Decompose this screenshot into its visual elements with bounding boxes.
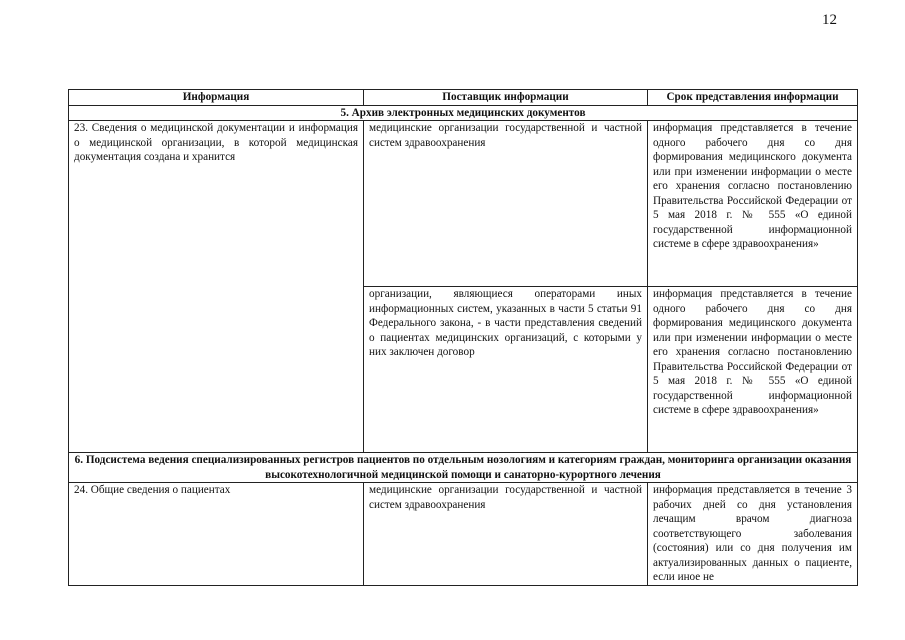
info-cell-24: 24. Общие сведения о пациентах bbox=[69, 483, 364, 586]
table-row bbox=[69, 483, 858, 586]
header-information: Информация bbox=[69, 90, 364, 106]
provider-cell: организации, являющиеся операторами иных информационных систем, указанных в части 5 статьи 91 Федерального закона, - в части представления сведений о пациентах медицинских организаций, с которыми у них заключен договор bbox=[364, 287, 648, 453]
deadline-cell: информация представляется в течение 3 рабочих дней со дня установления лечащим врачом диагноза соответствующего заболевания (состояния) или со дня получения им актуализированных данных о пациенте, если иное не bbox=[648, 483, 858, 586]
table-header-row bbox=[69, 90, 858, 106]
deadline-cell: информация представляется в течение одного рабочего дня со дня формирования медицинского документа или при изменении информации о месте его хранения согласно постановлению Правительства Российской Федерации от 5 мая 2018 г. № 555 «О единой государственной информационной системе в сфере здравоохранения» bbox=[648, 121, 858, 287]
info-table bbox=[68, 89, 858, 586]
header-provider: Поставщик информации bbox=[364, 90, 648, 106]
table-row bbox=[69, 121, 858, 287]
deadline-cell: информация представляется в течение одного рабочего дня со дня формирования медицинского документа или при изменении информации о месте его хранения согласно постановлению Правительства Российской Федерации от 5 мая 2018 г. № 555 «О единой государственной информационной системе в сфере здравоохранения» bbox=[648, 287, 858, 453]
section-row bbox=[69, 105, 858, 121]
provider-cell: медицинские организации государственной и частной систем здравоохранения bbox=[364, 483, 648, 586]
section-row bbox=[69, 453, 858, 483]
page-number: 12 bbox=[822, 12, 837, 28]
section-title-5: 5. Архив электронных медицинских документов bbox=[69, 105, 858, 121]
section-title-6: 6. Подсистема ведения специализированных регистров пациентов по отдельным нозологиям и категориям граждан, мониторинга организации оказания высокотехнологичной медицинской помощи и санаторно-курортного лечения bbox=[69, 453, 858, 483]
info-cell-23: 23. Сведения о медицинской документации и информация о медицинской организации, в которой медицинская документация создана и хранится bbox=[69, 121, 364, 453]
provider-cell: медицинские организации государственной и частной систем здравоохранения bbox=[364, 121, 648, 287]
header-deadline: Срок представления информации bbox=[648, 90, 858, 106]
